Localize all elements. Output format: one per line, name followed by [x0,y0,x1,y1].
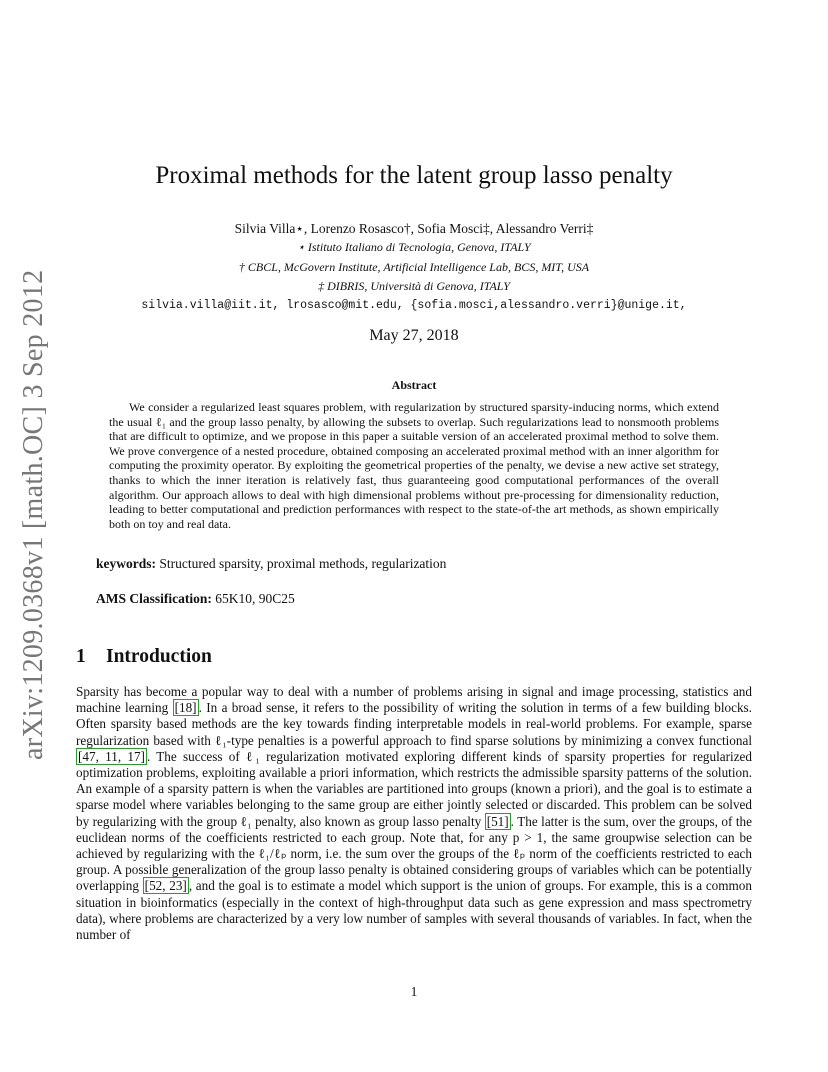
intro-paragraph [76,684,752,943]
section-title: Introduction [106,646,212,667]
abstract-text: We consider a regularized least squares problem, with regularization by structured sparsity-inducing norms, which extend the usual ℓ₁ and the group lasso penalty, by allowing the subsets to overlap. Such regularizations lead to nonsmooth problems that are difficult to optimize, and we propose in this paper a suitable version of an accelerated proximal method to solve them. We prove convergence of a nested procedure, obtained composing an accelerated proximal method with an inner algorithm for computing the proximity operator. By exploiting the geometrical properties of the penalty, we devise a new active set strategy, thanks to which the inner iteration is relatively fast, thus guaranteeing good computational performances of the overall algorithm. Our approach allows to deal with high dimensional problems without pre-processing for dimensionality reduction, leading to better computational and prediction performances with respect to the state-of-the art methods, as shown empirically both on toy and real data. [109,400,719,531]
affiliation-mit: † CBCL, McGovern Institute, Artificial Intelligence Lab, BCS, MIT, USA [238,260,590,274]
author-emails: silvia.villa@iit.it, lrosasco@mit.edu, {sofia.mosci,alessandro.verri}@unige.it, [141,299,687,312]
intro-text: . The success of ℓ₁ regularization motivated exploring different kinds of sparsity properties for regularized optimization problems, exploiting available a priori information, which restricts the admissible sparsity patterns of the solution. An example of a sparsity pattern is when the variables are partitioned into groups (known a priori), and the goal is to estimate a sparse model where variables belonging to the same group are either jointly selected or discarded. This problem can be solved by regularizing with the group ℓ₁ penalty, also known as group lasso penalty [76,748,752,829]
citation-link[interactable]: [47, 11, 17] [78,748,145,764]
intro-text: Sparsity has become a popular way to deal with a number of problems arising in signal and image processing, statistics and machine learning [76,684,752,716]
ams-line [96,591,295,607]
author-list: Silvia Villa⋆, Lorenzo Rosasco†, Sofia Mosci‡, Alessandro Verri‡ [234,221,594,236]
affiliation-unige: ‡ DIBRIS, Università di Genova, ITALY [318,279,510,293]
keywords-label: keywords: [96,556,156,571]
ams-label: AMS Classification: [96,591,212,606]
keywords-value: Structured sparsity, proximal methods, regularization [159,556,447,571]
ams-value: 65K10, 90C25 [215,591,295,606]
arxiv-identifier[interactable]: arXiv:1209.0368v1 [math.OC] 3 Sep 2012 [18,269,49,760]
page-number: 1 [410,984,418,999]
section-number: 1 [76,646,86,667]
abstract-heading: Abstract [391,378,437,392]
paper-date: May 27, 2018 [369,327,459,344]
intro-text: . The latter is the sum, over the groups, of the euclidean norms of the coefficients restricted to each group. Note that, for any p > 1, the same groupwise selection can be achieved by regularizing with the ℓ₁/ℓₚ norm, i.e. the sum over the groups of the ℓₚ norm of the coefficients restricted to each group. A possible generalization of the group lasso penalty is obtained considering groups of variables which can be potentially overlapping [76,813,752,894]
affiliation-iit: ⋆ Istituto Italiano di Tecnologia, Genova, ITALY [297,240,531,254]
paper-title: Proximal methods for the latent group lasso penalty [155,162,673,189]
intro-text: , and the goal is to estimate a model which support is the union of groups. For example, this is a common situation in bioinformatics (especially in the context of high-throughput data such as gene expression and mass spectrometry data), where problems are characterized by a very low number of samples with several thousands of variables. In fact, when the number of [76,878,752,943]
section-heading [76,646,212,668]
intro-text: . In a broad sense, it refers to the possibility of writing the solution in terms of a few building blocks. Often sparsity based methods are the key towards finding interpretable models in real-world problems. For example, sparse regularization based with ℓ₁-type penalties is a powerful approach to find sparse solutions by minimizing a convex functional [76,700,752,748]
keywords-line [96,556,446,572]
citation-link[interactable]: [52, 23] [144,878,187,894]
citation-link[interactable]: [51] [486,813,509,829]
citation-link[interactable]: [18] [174,700,197,716]
